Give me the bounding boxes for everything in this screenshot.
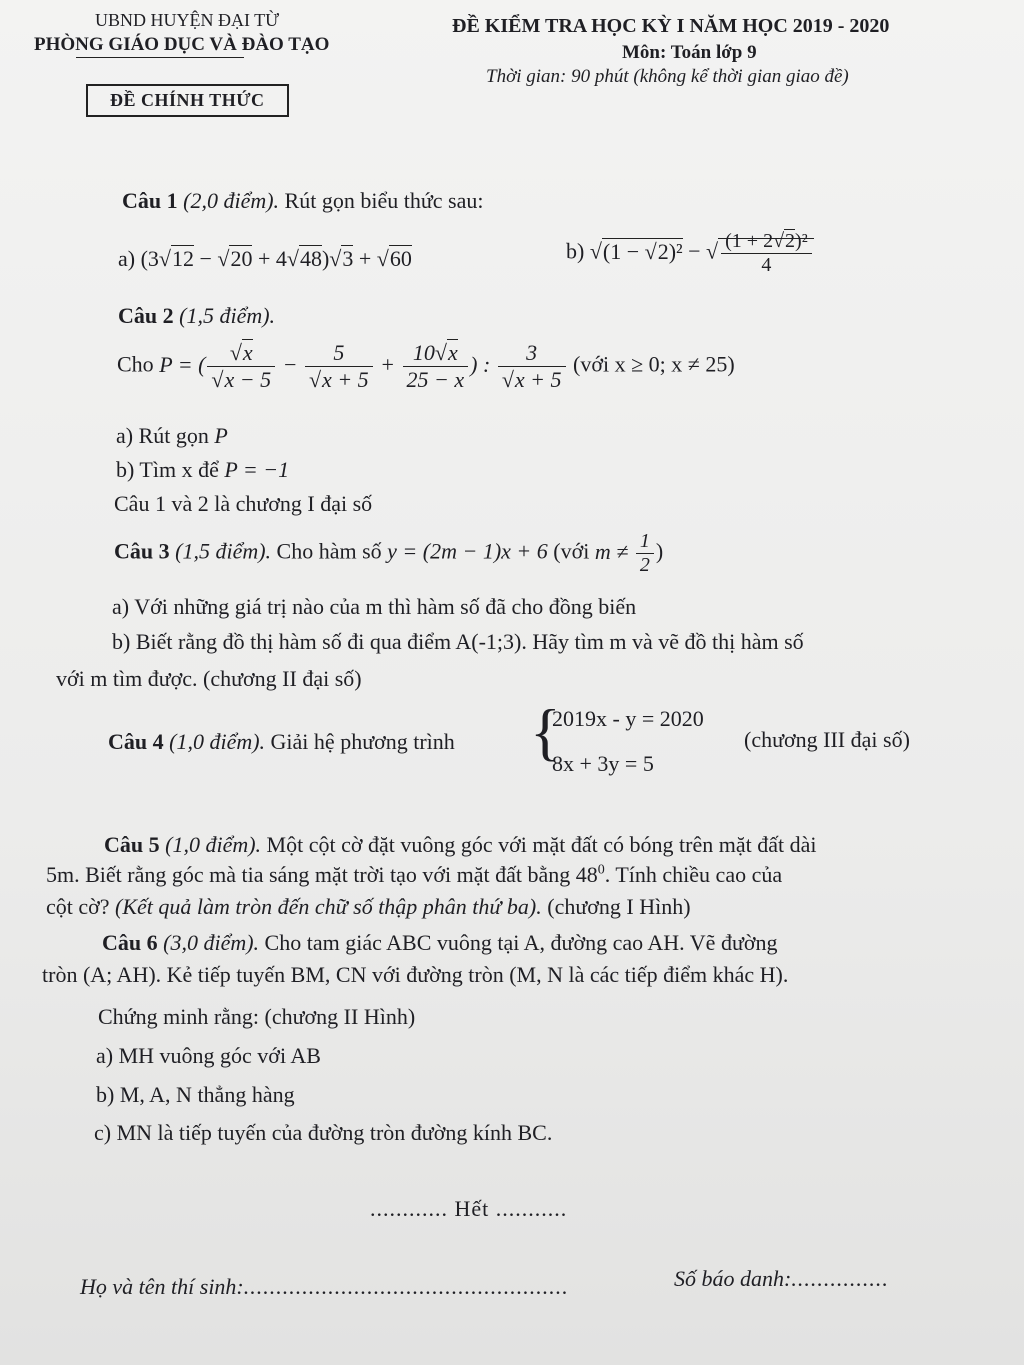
q6-line2: tròn (A; AH). Kẻ tiếp tuyến BM, CN với đường tròn (M, N là các tiếp điểm khác H). — [42, 962, 789, 987]
candidate-id-line: Số báo danh:............... — [674, 1266, 889, 1291]
q3-text: Cho hàm số — [276, 538, 382, 564]
q2-part-b: b) Tìm x để P = −1 — [116, 457, 290, 482]
q6-part-c: c) MN là tiếp tuyến của đường tròn đường kính BC. — [94, 1120, 553, 1145]
q2-points: (1,5 điểm). — [179, 303, 276, 328]
q1-part-b: b) √(1 − √2)² − √ $\frac{\text{(1 + 2√2)²}}{4}$ — [566, 230, 814, 277]
q1-text: Rút gọn biểu thức sau: — [284, 188, 484, 213]
q5-label: Câu 5 — [104, 832, 160, 857]
q4-note: (chương III đại số) — [744, 727, 910, 752]
end-marker: ............ Hết ........... — [370, 1196, 568, 1221]
official-badge: ĐỀ CHÍNH THỨC — [86, 84, 289, 117]
q2-condition: (với x ≥ 0; x ≠ 25) — [573, 351, 735, 377]
candidate-id-label: Số báo danh: — [674, 1266, 792, 1291]
q2-cho: Cho — [117, 351, 154, 377]
q3-function: y = (2m − 1)x + 6 — [387, 538, 548, 564]
q2-p-def: P = ( $\frac{√x}{√x - 5}$ − $\frac{5}{√x + 5}$ + $\frac{10√x}{25 - x}$ ) : $\frac{3}{√x + 5}$ — [159, 352, 567, 377]
q3-points: (1,5 điểm). — [175, 538, 272, 564]
q3-part-b-line2: với m tìm được. (chương II đại số) — [56, 666, 362, 691]
q4-equation-2: 8x + 3y = 5 — [552, 751, 654, 776]
q3-condition: (với m ≠ $\frac{1}{2}$ ) — [553, 530, 664, 576]
candidate-name-line: Họ và tên thí sinh:.................................................. — [80, 1274, 569, 1299]
q1a-expression: (3√12 − √20 + 4√48)√3 + √60 — [140, 246, 412, 271]
q4-points: (1,0 điểm). — [169, 729, 266, 754]
q6-points: (3,0 điểm). — [163, 930, 260, 955]
q6-part-b: b) M, A, N thẳng hàng — [96, 1082, 295, 1107]
candidate-name-label: Họ và tên thí sinh: — [80, 1274, 244, 1299]
q3-label: Câu 3 — [114, 538, 170, 564]
exam-title: ĐỀ KIỂM TRA HỌC KỲ I NĂM HỌC 2019 - 2020 — [452, 15, 890, 37]
q2-expression-line — [117, 340, 735, 393]
q4-label: Câu 4 — [108, 729, 164, 754]
office-name: PHÒNG GIÁO DỤC VÀ ĐÀO TẠO — [34, 34, 330, 55]
q1-points: (2,0 điểm). — [183, 188, 280, 213]
office-underline — [76, 57, 244, 58]
q3-part-b-line1: b) Biết rằng đồ thị hàm số đi qua điểm A(-1;3). Hãy tìm m và vẽ đồ thị hàm số — [112, 629, 804, 654]
exam-subject: Môn: Toán lớp 9 — [622, 42, 757, 63]
system-brace: { — [530, 696, 561, 767]
q2-part-a: a) Rút gọn P — [116, 423, 228, 448]
q1-heading — [122, 188, 483, 214]
q1-label: Câu 1 — [122, 188, 178, 213]
q2-label: Câu 2 — [118, 303, 174, 328]
q5-line2: 5m. Biết rằng góc mà tia sáng mặt trời tạo với mặt đất bằng $48^0$. Tính chiều cao của — [46, 862, 783, 887]
q1b-expression: √(1 − √2)² − √ $\frac{\text{(1 + 2√2)²}}{4}$ — [590, 238, 814, 264]
q6-part-a: a) MH vuông góc với AB — [96, 1043, 321, 1068]
q2-note: Câu 1 và 2 là chương I đại số — [114, 491, 373, 516]
q3-part-a: a) Với những giá trị nào của m thì hàm số đã cho đồng biến — [112, 594, 637, 619]
q5-line3: cột cờ? (Kết quả làm tròn đến chữ số thập phân thứ ba). (chương I Hình) — [46, 894, 691, 919]
exam-time: Thời gian: 90 phút (không kể thời gian giao đề) — [486, 66, 849, 87]
q5-points: (1,0 điểm). — [165, 832, 262, 857]
q4-equation-1: 2019x - y = 2020 — [552, 706, 704, 731]
q6-line1: Câu 6 (3,0 điểm). Cho tam giác ABC vuông tại A, đường cao AH. Vẽ đường — [102, 930, 778, 955]
q3-heading — [114, 530, 663, 577]
q1-part-a: a) (3√12 − √20 + 4√48)√3 + √60 — [118, 246, 412, 271]
q6-prove: Chứng minh rằng: (chương II Hình) — [98, 1004, 416, 1029]
district-name: UBND HUYỆN ĐẠI TỪ — [95, 10, 280, 30]
q4-heading — [108, 729, 455, 755]
q2-heading — [118, 303, 275, 329]
q5-line1: Câu 5 (1,0 điểm). Một cột cờ đặt vuông góc với mặt đất có bóng trên mặt đất dài — [104, 832, 817, 857]
q4-text: Giải hệ phương trình — [270, 729, 455, 754]
q6-label: Câu 6 — [102, 930, 158, 955]
